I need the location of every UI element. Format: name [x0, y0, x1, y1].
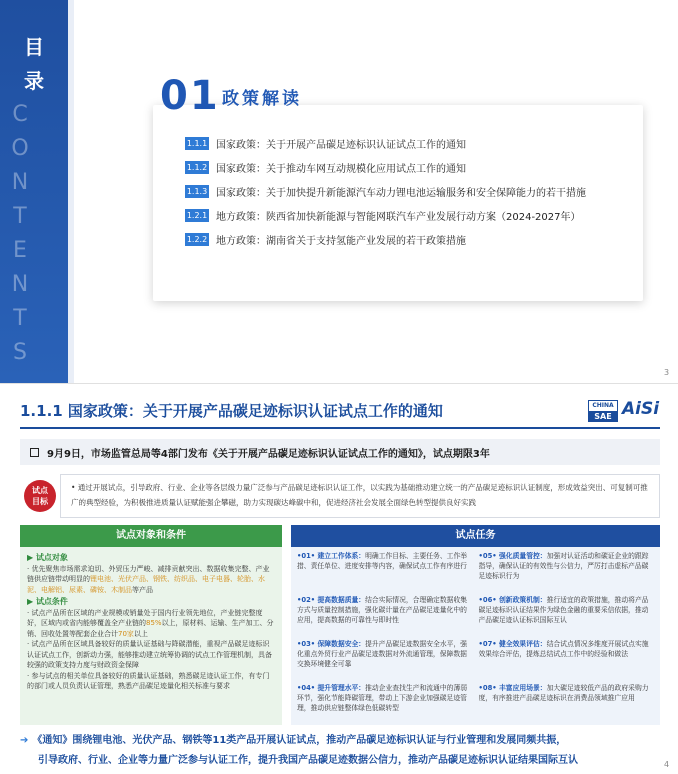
task-text: 结合实际情况，合理确定数据收集方式与质量控制措施，强化碳计量在产品碳足迹量化中的应用，提高数据的可靠性与即时性 — [297, 596, 468, 624]
pilot-tasks-panel — [291, 525, 660, 725]
toc-item[interactable] — [185, 134, 645, 152]
toc-item-text: 国家政策：关于加快提升新能源汽车动力锂电池运输服务和安全保障能力的若干措施 — [216, 187, 586, 199]
task-label: •04• 提升管理水平： — [297, 684, 366, 692]
task-label: •03• 保障数据安全： — [297, 640, 366, 648]
highlight-count: 70家 — [118, 629, 134, 638]
text-span: · 优先聚焦市场需求迫切、外贸压力严峻、减排贡献突出、数据收集完整、产业链供应链带动明显的 — [27, 564, 270, 583]
aisi-logo: AiSi — [622, 399, 660, 419]
task-item — [297, 551, 473, 591]
toc-item-badge: 1.1.1 — [186, 138, 208, 148]
arrow-right-icon: ➔ — [20, 735, 29, 746]
contents-letter: N — [11, 272, 29, 297]
toc-item[interactable] — [185, 158, 645, 176]
pilot-objects-body — [20, 547, 282, 696]
toc-sidebar — [0, 0, 68, 383]
checkbox-icon — [30, 448, 39, 457]
task-label: •02• 提高数据质量： — [297, 596, 366, 604]
toc-item-text: 地方政策：陕西省加快新能源与智能网联汽车产业发展行动方案（2024-2027年） — [216, 211, 581, 223]
contents-letter: T — [13, 306, 27, 331]
task-label: •07• 健全效果评估： — [478, 640, 547, 648]
toc-item-text: 国家政策：关于开展产品碳足迹标识认证试点工作的通知 — [216, 139, 466, 151]
toc-item[interactable] — [185, 230, 645, 248]
task-text: 结合试点情况多维度开展试点实施效果综合评估，提炼总结试点工作中的经验和做法 — [478, 640, 649, 658]
pilot-objects-panel — [20, 525, 282, 725]
pilot-goal-badge-line2: 目标 — [32, 497, 48, 506]
conclusion-line1 — [20, 731, 660, 751]
task-label: •06• 创新政策机制： — [478, 596, 547, 604]
highlight-products: 锂电池、光伏产品、钢铁、纺织品、电子电器、轮胎、水泥、电解铝、尿素、磷铵、木制品 — [27, 575, 265, 594]
detail-page — [0, 384, 678, 774]
task-text: 推行适宜的政策措施，推动将产品碳足迹标识认证结果作为绿色金融的重要采信依据，推动产品碳足迹认证标识国际互认 — [478, 596, 649, 624]
highlight-percent: 85% — [146, 619, 162, 627]
toc-item[interactable] — [185, 206, 645, 224]
pilot-goal-badge — [24, 480, 56, 512]
task-text: 提升产品碳足迹数据安全水平，强化重点外贸行业产品碳足迹数据对外流通管理，保障数据交换环境健全可靠 — [297, 640, 468, 668]
toc-list — [185, 134, 645, 254]
contents-letter: N — [11, 170, 29, 195]
task-item — [297, 639, 473, 679]
conclusion — [20, 731, 660, 773]
task-label: •08• 丰富应用场景： — [478, 684, 547, 692]
task-item — [297, 683, 473, 723]
sidebar-band — [68, 0, 74, 383]
toc-item-badge: 1.1.2 — [186, 162, 208, 172]
task-text: 推动企业查找生产和流通中的薄弱环节，强化节能降碳管理，带动上下游企业加强碳足迹管理，推动供应链整体绿色低碳转型 — [297, 684, 468, 712]
task-item — [479, 683, 655, 723]
page-title: 1.1.1 国家政策：关于开展产品碳足迹标识认证试点工作的通知 — [20, 402, 443, 420]
text-span: 以上，原材料、运输、生产加工、分销、回收处置等配套企业合计 — [27, 619, 274, 638]
contents-letter: S — [13, 340, 27, 365]
sidebar-title-line1: 目 — [24, 35, 44, 59]
toc-item-text: 地方政策：湖南省关于支持氢能产业发展的若干政策措施 — [216, 235, 466, 247]
pilot-conditions-text-1 — [27, 608, 275, 640]
toc-item-text: 国家政策：关于推动车网互动规模化应用试点工作的通知 — [216, 163, 466, 175]
text-span: 等产品 — [132, 585, 153, 594]
page-number: 4 — [664, 760, 670, 769]
pilot-objects-header: 试点对象和条件 — [20, 525, 282, 547]
pilot-conditions-text-3: · 参与试点的相关单位具备较好的质量认证基础，熟悉碳足迹认证工作，有专门的部门或人员负责认证管理，熟悉产品碳足迹量化相关标准与要求 — [27, 671, 270, 690]
pilot-goal-text: • 通过开展试点，引导政府、行业、企业等各层级力量广泛参与产品碳足迹标识认证工作，以实践为基础推动建立统一的产品碳足迹标识认证制度，形成效益突出、可复制可推广的典型经验，为积极推进质量认证赋能强企攀磁，助力实现碳达峰碳中和，促进经济社会发展全面绿色转型提供良好实践 — [60, 474, 660, 518]
pilot-conditions-title: ▶ 试点条件 — [27, 597, 68, 606]
section-number: 01 — [160, 73, 220, 119]
pilot-goal-badge-line1: 试点 — [32, 486, 48, 495]
task-item — [479, 551, 655, 591]
announcement-bar — [20, 439, 660, 465]
task-text: 加强对认证活动和碳证企业的跟踪指导，确保认证的有效性与公信力，严厉打击虚标产品碳足迹标识行为 — [478, 552, 649, 580]
pilot-objects-text — [27, 564, 275, 596]
sae-logo-top: CHINA — [592, 402, 614, 409]
title-rule — [20, 427, 660, 429]
task-label: •01• 建立工作体系： — [297, 552, 366, 560]
contents-letter: C — [12, 102, 28, 127]
contents-letter: O — [11, 136, 29, 161]
pilot-goal-section — [20, 474, 660, 518]
task-text: 加大碳足迹较低产品的政府采购力度，有序推进产品碳足迹标识在消费品领域推广应用 — [478, 684, 649, 702]
task-item — [479, 595, 655, 635]
task-item — [297, 595, 473, 635]
pilot-tasks-grid — [291, 547, 660, 727]
task-text: 明确工作目标、主要任务、工作举措、责任单位、进度安排等内容，确保试点工作有序进行 — [297, 552, 468, 570]
sidebar-title-line2: 录 — [24, 69, 44, 93]
page-number: 3 — [664, 368, 670, 377]
pilot-tasks-header: 试点任务 — [291, 525, 660, 547]
sae-logo-main: SAE — [589, 411, 617, 422]
section-title: 政策解读 — [222, 89, 302, 109]
task-label: •05• 强化质量管控： — [478, 552, 547, 560]
toc-page — [0, 0, 678, 383]
contents-watermark — [0, 98, 40, 370]
text-span: · 试点产品所在区域的产业规模或销量处于国内行业领先地位，产业链完整度好，区域内或省内能够覆盖全产业链的 — [27, 608, 263, 627]
text-span: 以上 — [133, 629, 148, 638]
sae-logo — [588, 400, 618, 422]
contents-letter: E — [13, 238, 27, 263]
toc-item-badge: 1.2.2 — [186, 234, 208, 244]
pilot-conditions-text-2: · 试点产品所在区域具备较好的质量认证基础与降碳潜能，重视产品碳足迹标识认证试点工作，创新动力强，能够推动建立统筹协调的试点工作管理机制，具备较强的政策支持力度与财政资金保障 — [27, 640, 272, 669]
toc-item[interactable] — [185, 182, 645, 200]
task-item — [479, 639, 655, 679]
pilot-objects-title: ▶ 试点对象 — [27, 553, 68, 562]
conclusion-line2: 引导政府、行业、企业等力量广泛参与认证工作，提升我国产品碳足迹数据公信力，推动产品碳足迹标识认证结果国际互认 — [38, 755, 578, 766]
announcement-text: 9月9日，市场监管总局等4部门发布《关于开展产品碳足迹标识认证试点工作的通知》，试点期限3年 — [47, 448, 490, 460]
conclusion-line1-text: 《通知》围绕锂电池、光伏产品、钢铁等11类产品开展认证试点，推动产品碳足迹标识认证与行业管理和发展同频共振， — [32, 735, 567, 746]
toc-item-badge: 1.1.3 — [186, 186, 208, 196]
contents-letter: T — [13, 204, 27, 229]
sidebar-title — [0, 30, 68, 98]
toc-item-badge: 1.2.1 — [186, 210, 208, 220]
